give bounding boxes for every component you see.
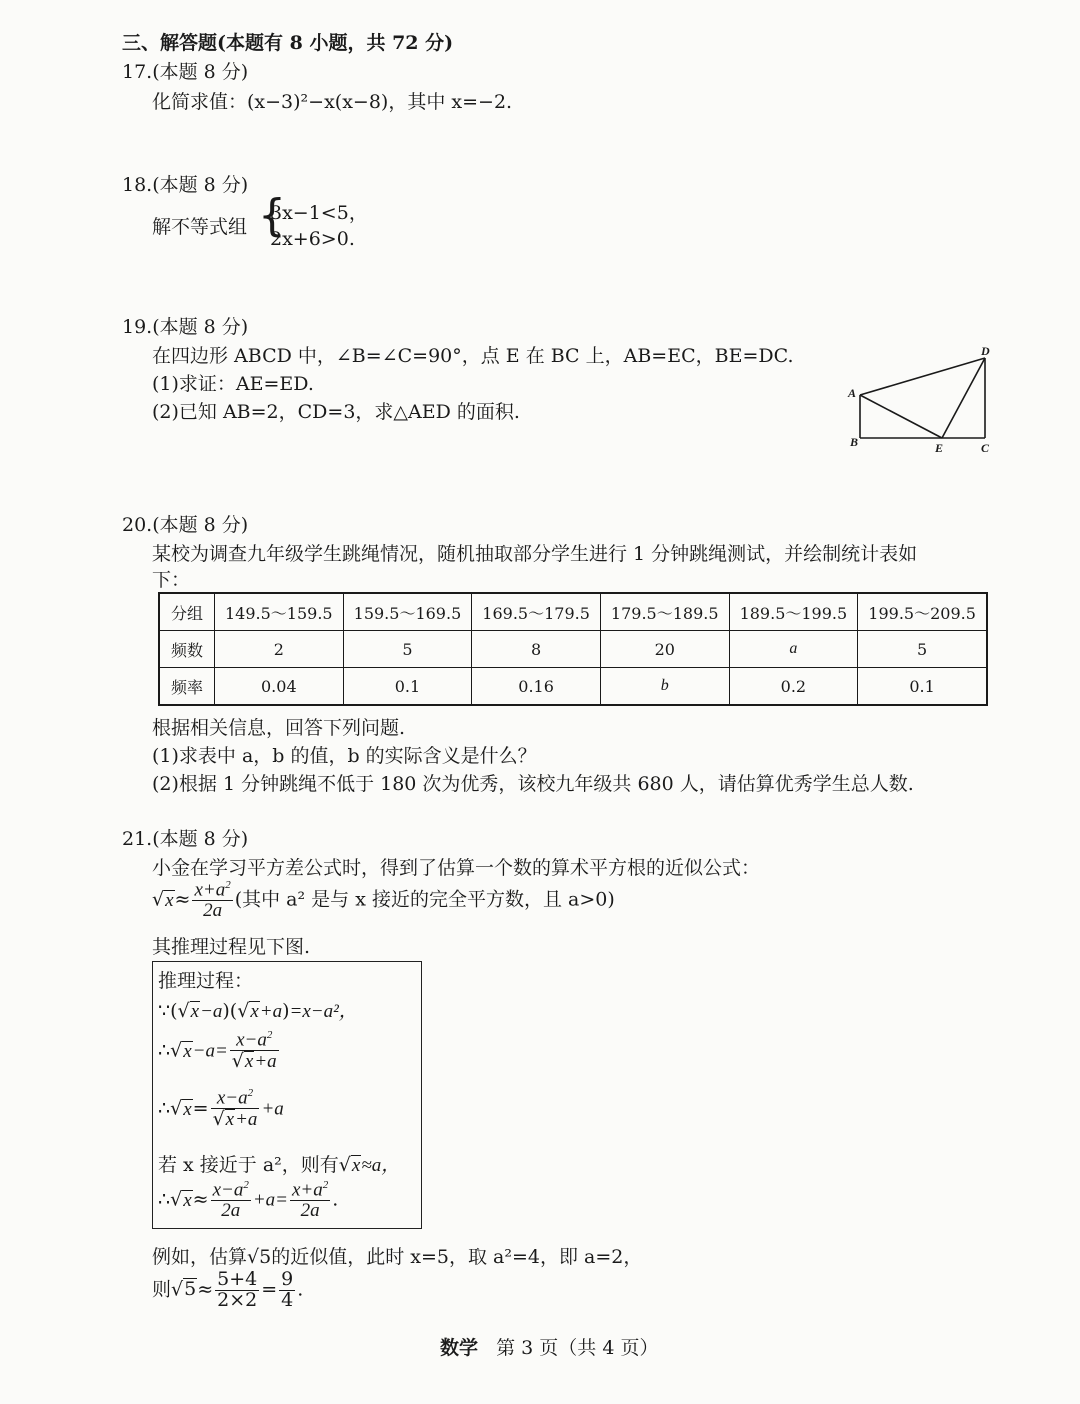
- q21-formula-note: (其中 a² 是与 x 接近的完全平方数，且 a>0): [234, 888, 615, 911]
- table-cell: 149.5～159.5: [215, 593, 344, 631]
- box-line4: 若 x 接近于 a²，则有√x≈a，: [158, 1154, 401, 1176]
- table-cell: 189.5～199.5: [729, 593, 858, 631]
- q20-after: 根据相关信息，回答下列问题.: [152, 717, 406, 739]
- section-title: 三、解答题: [122, 32, 218, 54]
- segment-ed: [942, 358, 985, 438]
- q19-line2: (1)求证：AE=ED.: [152, 373, 314, 395]
- table-cell: 5: [343, 631, 472, 668]
- page-footer: [440, 1333, 658, 1360]
- q17-number: 17.: [122, 61, 153, 83]
- table-cell: 0.2: [729, 668, 858, 706]
- table-cell: 159.5～169.5: [343, 593, 472, 631]
- q21-example1: 例如，估算√5的近似值，此时 x=5，取 a²=4，即 a=2，: [152, 1246, 643, 1268]
- q18-header: [122, 170, 248, 197]
- table-cell: 169.5～179.5: [472, 593, 601, 631]
- box-line1-rhs: =x−a²，: [289, 1001, 358, 1022]
- q18-brace-icon: {: [258, 190, 286, 241]
- section-note: (本题有 8 小题，共 72 分): [217, 32, 454, 54]
- table-cell: a: [729, 631, 858, 668]
- q20-sub1: (1)求表中 a，b 的值，b 的实际含义是什么？: [152, 745, 537, 767]
- table-cell: 20: [600, 631, 729, 668]
- table-row-header: 分组: [159, 593, 215, 631]
- q21-formula: √x≈ $\frac{x+a^2}{2a}$ (其中 a² 是与 x 接近的完全平方数，且 a>0): [152, 879, 615, 922]
- q20-intro2: 下：: [152, 569, 191, 591]
- table-cell: 2: [215, 631, 344, 668]
- q18-points: (本题 8 分): [152, 174, 249, 196]
- q19-line3: (2)已知 AB=2，CD=3，求△AED 的面积.: [152, 401, 520, 423]
- q19-line1: 在四边形 ABCD 中，∠B=∠C=90°，点 E 在 BC 上，AB=EC，BE=DC.: [152, 345, 794, 367]
- q19-header: [122, 312, 248, 339]
- table-row-header: 频率: [159, 668, 215, 706]
- q19-number: 19.: [122, 316, 153, 338]
- table-row: [159, 593, 987, 631]
- q21-example2-lead: 则: [152, 1278, 172, 1301]
- footer-subject: 数学: [440, 1337, 479, 1359]
- label-c: C: [981, 441, 990, 455]
- table-cell: 0.04: [215, 668, 344, 706]
- q19-figure: [840, 340, 1000, 460]
- footer-page: 第 3 页（共 4 页）: [496, 1337, 659, 1359]
- table-cell: 8: [472, 631, 601, 668]
- section-heading: [122, 28, 453, 55]
- table-row: [159, 631, 987, 668]
- q20-header: [122, 510, 248, 537]
- q18-lead: 解不等式组: [152, 216, 248, 238]
- q20-sub2: (2)根据 1 分钟跳绳不低于 180 次为优秀，该校九年级共 680 人，请估算优秀学生总人数.: [152, 773, 914, 795]
- box-title: 推理过程：: [158, 970, 254, 992]
- table-cell: 179.5～189.5: [600, 593, 729, 631]
- segment-ad: [860, 358, 985, 395]
- q21-intro: 小金在学习平方差公式时，得到了估算一个数的算术平方根的近似公式：: [152, 857, 761, 879]
- label-e: E: [935, 441, 944, 455]
- q20-intro1: 某校为调查九年级学生跳绳情况，随机抽取部分学生进行 1 分钟跳绳测试，并绘制统计表如: [152, 543, 918, 565]
- frequency-table: [158, 592, 988, 706]
- label-b: B: [850, 435, 859, 449]
- table-cell: 199.5～209.5: [858, 593, 987, 631]
- q18-number: 18.: [122, 174, 153, 196]
- label-a: A: [848, 386, 857, 400]
- q21-example2: 则√5≈ $\frac{5+4}{2\times 2}$ = $\frac{9}{4}$ .: [152, 1268, 304, 1311]
- box-line3: ∴√x= $\frac{x-a^2}{√x+a}$ +a: [158, 1087, 284, 1131]
- table-row: [159, 668, 987, 706]
- q20-number: 20.: [122, 514, 153, 536]
- q17-text: 化简求值：(x−3)²−x(x−8)，其中 x=−2.: [152, 91, 513, 113]
- box-line1: ∵(√x−a)(√x+a)=x−a²，: [158, 1000, 358, 1022]
- box-line2: ∴√x−a= $\frac{x-a^2}{√x+a}$: [158, 1029, 277, 1073]
- table-cell: 0.16: [472, 668, 601, 706]
- table-cell: 5: [858, 631, 987, 668]
- q18-ineq2: 2x+6>0.: [270, 228, 355, 250]
- table-cell: 0.1: [858, 668, 987, 706]
- segment-ae: [860, 395, 942, 438]
- q21-see-below: 其推理过程见下图.: [152, 936, 311, 958]
- q21-header: [122, 824, 248, 851]
- label-d: D: [981, 344, 990, 358]
- table-cell: 0.1: [343, 668, 472, 706]
- q18-ineq1: 3x−1<5，: [270, 202, 368, 224]
- q17-header: [122, 57, 248, 84]
- q21-number: 21.: [122, 828, 153, 850]
- q19-points: (本题 8 分): [152, 316, 249, 338]
- q20-points: (本题 8 分): [152, 514, 249, 536]
- table-row-header: 频数: [159, 631, 215, 668]
- q17-points: (本题 8 分): [152, 61, 249, 83]
- box-line5: ∴√x≈ $\frac{x-a^2}{2a}$ +a= $\frac{x+a^2}{2a}$ .: [158, 1179, 339, 1222]
- q21-points: (本题 8 分): [152, 828, 249, 850]
- table-cell: b: [600, 668, 729, 706]
- box-line4-text: 若 x 接近于 a²，则有: [158, 1154, 339, 1176]
